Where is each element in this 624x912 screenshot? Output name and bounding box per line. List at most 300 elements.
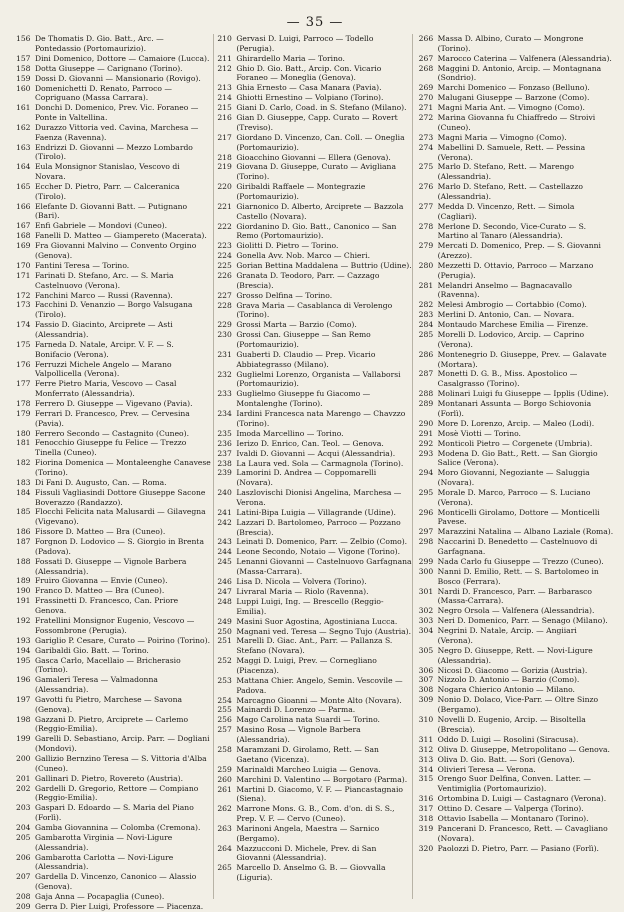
list-item [419, 616, 614, 626]
list-item [217, 696, 412, 706]
list-item [16, 261, 211, 271]
entry-text: Fratellini Monsignor Eugenio, Vescovo — Fossombrone (Perugia). [35, 616, 195, 635]
entry-number: 214 [217, 93, 232, 103]
entry-number: 221 [217, 201, 232, 211]
entry-text: Fenocchio Giuseppe fu Felice — Trezzo Tinella (Cuneo). [35, 438, 187, 458]
entry-text: Paolozzi D. Pietro, Parr. — Pasiano (Forlì). [437, 843, 599, 853]
entry-text: Monetti D. G. B., Miss. Apostolico — Casalgrasso (Torino). [437, 369, 578, 389]
entry-text: Gervasi D. Luigi, Parroco — Todello (Perugia). [236, 34, 374, 53]
entry-text: Granata D. Teodoro, Parr. — Cazzago (Brescia). [236, 271, 380, 290]
entry-text: Latini-Bipa Luigia — Villagrande (Udine). [236, 507, 396, 517]
entry-number: 294 [418, 468, 434, 478]
entry-number: 218 [217, 152, 232, 162]
entry-number: 158 [16, 63, 31, 73]
entry-text: Gioacchino Giovanni — Ellera (Genova). [236, 152, 391, 162]
entry-text: Donchi D. Domenico, Prev. Vic. Foraneo — Ponte in Valtellina. [35, 103, 199, 122]
entry-text: Garelli D. Sebastiano, Arcip. Parr. — Dogliani (Mondovi). [35, 734, 210, 754]
entry-number: 306 [418, 665, 434, 675]
list-item [16, 774, 211, 784]
entry-number: 239 [217, 468, 232, 478]
list-item [217, 113, 412, 133]
entry-number: 287 [418, 369, 434, 379]
list-item [16, 892, 211, 902]
entry-number: 309 [418, 695, 434, 705]
entry-text: Ottavio Isabella — Montanaro (Torino). [437, 814, 589, 823]
list-item [217, 153, 412, 163]
entry-text: Naccarini D. Benedetto — Castelnuovo di Garfagnana. [437, 537, 598, 556]
entry-number: 233 [217, 389, 232, 399]
entry-number: 237 [217, 448, 232, 458]
entry-text: Livraral Maria — Riolo (Ravenna). [236, 586, 369, 596]
entry-number: 244 [217, 547, 232, 557]
entry-text: Lamorini D. Andrea — Coppomarelli (Novara). [236, 468, 377, 488]
list-item [217, 617, 412, 627]
list-item [16, 872, 211, 892]
entry-number: 301 [418, 586, 434, 596]
entry-text: Dini Domenico, Dottore — Camaiore (Lucca). [35, 53, 210, 63]
entry-number: 268 [418, 63, 434, 73]
entry-text: Maggini D. Antonio, Arcip. — Montagnana (Sondrio). [437, 63, 602, 83]
entry-text: Marelli D. Giac. Ant., Parr. — Pallanza S. Stefano (Novara). [236, 636, 393, 656]
entry-text: Montaudo Marchese Emilia — Firenze. [437, 320, 589, 330]
entry-text: Grossi Marta — Barzio (Como). [236, 320, 357, 330]
entry-number: 168 [16, 231, 31, 241]
entry-text: Mago Carolina nata Suardi — Torino. [236, 715, 380, 725]
entry-text: Guglielmi Lorenzo, Organista — Vallaborsi (Portomaurizio). [236, 369, 401, 389]
entry-text: Franco D. Matteo — Bra (Cuneo). [35, 586, 165, 596]
list-item [419, 64, 614, 84]
list-item [16, 636, 211, 646]
entry-text: La Laura ved. Sola — Carmagnola (Torino). [236, 458, 404, 468]
entry-number: 189 [16, 576, 31, 586]
entry-text: Giordanino D. Gio. Batt., Canonico — San Remo (Portomaurizio). [236, 221, 397, 241]
list-item [16, 162, 211, 182]
entry-text: Grosso Delfina — Torino. [236, 290, 333, 300]
list-item [16, 823, 211, 833]
entry-number: 159 [16, 73, 31, 83]
entry-number: 169 [16, 241, 31, 251]
list-item [217, 449, 412, 459]
entry-number: 232 [217, 369, 232, 379]
entry-number: 308 [418, 685, 434, 695]
list-item [419, 814, 614, 824]
entry-text: Negro Orsola — Valfenera (Alessandria). [437, 606, 595, 616]
entry-number: 192 [16, 616, 31, 625]
entry-text: Endrizzi D. Giovanni — Mezzo Lombardo (Tirolo). [35, 142, 193, 162]
list-item [16, 527, 211, 537]
entry-text: Montenegrio D. Giuseppe, Prev. — Galavate (Mortara). [437, 349, 607, 369]
entry-text: Merlone D. Secondo, Vice-Curato — S. Martino al Tanaro (Alessandria). [437, 221, 587, 241]
list-item [16, 803, 211, 823]
entry-text: More D. Lorenzo, Arcip. — Maleo (Lodi). [437, 418, 595, 428]
entry-number: 190 [16, 586, 31, 596]
list-item [419, 804, 614, 814]
list-item [16, 754, 211, 774]
list-item [419, 281, 614, 301]
list-item [419, 765, 614, 775]
entry-number: 274 [418, 142, 434, 152]
list-item [16, 84, 211, 104]
list-item [217, 251, 412, 261]
list-item [16, 221, 211, 231]
entry-number: 246 [217, 577, 232, 586]
entry-number: 278 [418, 221, 434, 231]
entry-text: Lisa D. Nicola — Volvera (Torino). [236, 577, 367, 586]
entry-text: Marcagno Gioanni — Monte Alto (Novara). [236, 695, 402, 705]
entry-text: Mercati D. Domenico, Prep. — S. Giovanni (Arezzo). [437, 241, 601, 260]
entry-number: 176 [16, 359, 31, 369]
list-item [419, 666, 614, 676]
entry-text: Ierizo D. Enrico, Can. Teol. — Genova. [236, 438, 384, 448]
list-item [217, 597, 412, 617]
entry-number: 226 [217, 271, 232, 280]
entry-number: 227 [217, 290, 232, 300]
entry-text: Giolitti D. Pietro — Torino. [236, 241, 339, 251]
list-item [16, 231, 211, 241]
entry-text: Mabellini D. Samuele, Rett. — Pessina (Verona). [437, 142, 586, 162]
entry-text: Frassinetti D. Francesco, Can. Priore Genova. [35, 596, 179, 616]
entry-number: 170 [16, 260, 31, 270]
entry-text: Mazzucconi D. Michele, Prev. di San Giovanni (Alessandria). [236, 843, 377, 863]
entry-number: 250 [217, 626, 232, 636]
entry-number: 238 [217, 458, 232, 468]
entry-number: 216 [217, 113, 232, 123]
entry-number: 224 [217, 251, 232, 261]
entry-number: 297 [418, 527, 434, 537]
entry-number: 257 [217, 725, 232, 735]
list-item [16, 123, 211, 143]
list-item [419, 626, 614, 646]
list-item [217, 301, 412, 321]
entry-text: Marlo D. Stefano, Rett. — Marengo (Alessandria). [437, 162, 574, 182]
entry-text: Ghio D. Gio. Batt., Arcip. Con. Vicario Foraneo — Moneglia (Genova). [236, 63, 382, 83]
entry-number: 263 [217, 823, 232, 833]
list-item [217, 715, 412, 725]
list-item [16, 202, 211, 222]
entry-text: Gambarotta Virginia — Novi-Ligure (Alessandria). [35, 832, 173, 852]
entry-number: 173 [16, 300, 31, 310]
entry-text: Negrini D. Natale, Arcip. — Angiiari (Verona). [437, 626, 577, 645]
list-item [217, 636, 412, 656]
list-item [16, 34, 211, 54]
entry-text: Gavotti fu Pietro, Marchese — Savona (Genova). [35, 694, 183, 714]
column-2 [217, 34, 412, 896]
list-item [217, 863, 412, 883]
entry-number: 167 [16, 221, 31, 231]
list-item [16, 507, 211, 527]
list-item [217, 844, 412, 864]
entry-text: Luppi Luigi, Ing. — Brescello (Reggio-Emilia). [236, 596, 384, 616]
entry-text: Morale D. Marco, Parroco — S. Luciano (Verona). [437, 487, 591, 507]
list-item [217, 64, 412, 84]
entry-text: De Thomatis D. Gio. Batt., Arc. — Pontedassio (Portomaurizio). [35, 34, 164, 53]
entry-text: Leone Secondo, Notaio — Vigone (Torino). [236, 547, 401, 557]
entry-text: Molinari Luigi fu Giuseppe — Ipplis (Udine). [437, 389, 609, 399]
list-item [16, 438, 211, 458]
entry-text: Grossi Can. Giuseppe — San Remo (Portomaurizio). [236, 330, 371, 349]
entry-number: 259 [217, 764, 232, 774]
entry-number: 314 [418, 764, 434, 774]
list-item [16, 320, 211, 340]
entry-text: Ortombina D. Luigi — Castagnaro (Verona). [437, 794, 607, 804]
list-item [217, 93, 412, 103]
list-item [16, 340, 211, 360]
entry-number: 258 [217, 745, 232, 754]
entry-number: 186 [16, 527, 31, 537]
entry-text: Marinoni Angela, Maestra — Sarnico (Bergamo). [236, 823, 380, 843]
entry-number: 188 [16, 556, 31, 566]
list-item [217, 261, 412, 271]
entry-text: Nada Carlo fu Giuseppe — Trezzo (Cuneo). [437, 556, 604, 566]
list-item [419, 241, 614, 261]
entry-number: 299 [418, 556, 434, 566]
list-item [217, 656, 412, 676]
entry-number: 248 [217, 596, 232, 606]
list-item [217, 587, 412, 597]
entry-number: 211 [217, 53, 232, 63]
list-item [217, 804, 412, 824]
entry-number: 290 [418, 418, 434, 428]
entry-text: Eula Monsignor Stanislao, Vescovo di Novara. [35, 162, 180, 181]
entry-text: Marchi Domenico — Fonzaso (Belluno). [437, 83, 590, 93]
entry-text: Ferre Pietro Maria, Vescovo — Casal Monferrato (Alessandria). [35, 379, 177, 398]
list-item [419, 162, 614, 182]
list-item [16, 675, 211, 695]
list-item [217, 103, 412, 113]
entry-number: 179 [16, 408, 31, 418]
entry-text: Massa D. Albino, Curato — Mongrone (Torino). [437, 34, 584, 53]
entry-text: Gambarotta Carlotta — Novi-Ligure (Alessandria). [35, 852, 174, 872]
list-item [217, 241, 412, 251]
entry-text: Fassio D. Giacinto, Arciprete — Asti (Alessandria). [35, 320, 173, 339]
entry-number: 196 [16, 675, 31, 685]
column-divider [213, 34, 214, 899]
entry-number: 260 [217, 774, 232, 784]
entry-number: 293 [418, 448, 434, 458]
list-item [419, 330, 614, 350]
entry-number: 160 [16, 83, 31, 93]
entry-text: Orengo Suor Delfina, Conven. Latter. — Ventimiglia (Portomaurizio). [437, 774, 591, 794]
entry-text: Gorian Bettina Maddalena — Buttrio (Udine). [236, 261, 412, 271]
entry-text: Marcello D. Anselmo G. B. — Giovvalla (Liguria). [236, 863, 386, 883]
entry-text: Monticoli Pietro — Corgenete (Umbria). [437, 438, 593, 448]
entry-number: 199 [16, 734, 31, 744]
list-item [16, 656, 211, 676]
entry-text: Giarnonico D. Alberto, Arciprete — Bazzola Castello (Novara). [236, 201, 404, 221]
entry-number: 157 [16, 53, 31, 63]
entry-number: 276 [418, 182, 434, 192]
entry-text: Nardi D. Francesco, Parr. — Barbarasco (Massa-Carrara). [437, 586, 592, 606]
entry-text: Malugani Giuseppe — Barzone (Como). [437, 93, 590, 103]
entry-number: 187 [16, 537, 31, 547]
list-item [419, 695, 614, 715]
list-item [16, 557, 211, 577]
entry-number: 310 [418, 715, 434, 724]
list-item [419, 824, 614, 844]
entry-number: 253 [217, 675, 232, 685]
list-item [419, 202, 614, 222]
entry-number: 204 [16, 823, 31, 832]
entry-number: 280 [418, 260, 434, 270]
entry-text: Magni Maria — Vimogno (Como). [437, 132, 567, 142]
entry-text: Olivieri Teresa — Verona. [437, 764, 536, 774]
entry-text: Farinati D. Stefano, Arc. — S. Maria Castelnuovo (Verona). [35, 270, 174, 290]
list-item [217, 54, 412, 64]
entry-number: 305 [418, 645, 434, 655]
entry-number: 303 [418, 616, 434, 626]
entry-text: Ghirardello Maria — Torino. [236, 53, 345, 63]
entry-text: Melesi Ambrogio — Cortabbio (Como). [437, 300, 587, 310]
entry-number: 261 [217, 784, 232, 794]
entry-number: 164 [16, 162, 31, 172]
list-item [419, 675, 614, 685]
list-item [217, 202, 412, 222]
entry-number: 166 [16, 201, 31, 211]
list-item [16, 182, 211, 202]
list-item [419, 350, 614, 370]
column-1 [16, 34, 211, 911]
list-item [217, 824, 412, 844]
entry-number: 286 [418, 349, 434, 359]
entry-text: Gamba Giovannina — Colomba (Cremona). [35, 823, 201, 832]
entry-number: 208 [16, 892, 31, 901]
list-item [217, 429, 412, 439]
entry-text: Nicosi D. Giacomo — Gorizia (Austria). [437, 665, 588, 675]
entry-text: Gerra D. Pier Luigi, Professore — Piacenza. [35, 901, 204, 911]
entry-number: 254 [217, 695, 232, 705]
entry-number: 296 [418, 507, 434, 517]
list-item [217, 488, 412, 508]
entry-text: Oliva D. Giuseppe, Metropolitano — Genova. [437, 744, 610, 754]
entry-number: 174 [16, 320, 31, 330]
list-item [419, 261, 614, 281]
list-item [217, 627, 412, 637]
entry-text: Facchini D. Venanzio — Borgo Valsugana (Tirolo). [35, 300, 193, 320]
entry-number: 270 [418, 93, 434, 103]
list-item [16, 291, 211, 301]
list-item [16, 478, 211, 488]
list-item [419, 685, 614, 695]
entry-number: 291 [418, 428, 434, 438]
entry-text: Magni Maria Ant. — Vimogno (Como). [437, 103, 585, 113]
entry-number: 289 [418, 399, 434, 409]
list-item [16, 784, 211, 804]
entry-number: 171 [16, 270, 31, 280]
list-item [16, 74, 211, 84]
entry-text: Negro D. Giuseppe, Rett. — Novi-Ligure (Alessandria). [437, 645, 593, 665]
entry-text: Ferruzzi Michele Angelo — Marano Valpollicella (Verona). [35, 359, 172, 379]
entry-number: 201 [16, 773, 31, 783]
entry-number: 236 [217, 438, 232, 448]
entry-number: 271 [418, 103, 434, 113]
entry-number: 219 [217, 162, 232, 172]
entry-number: 230 [217, 330, 232, 340]
entry-number: 307 [418, 675, 434, 685]
entry-number: 205 [16, 832, 31, 842]
entry-text: Moro Giovanni, Negoziante — Saluggia (Novara). [437, 468, 590, 487]
entry-text: Giani D. Carlo, Coad. in S. Stefano (Milano). [236, 103, 407, 113]
entry-text: Ghiotti Ernestino — Volpiano (Torino). [236, 93, 384, 103]
list-item [419, 537, 614, 557]
entry-text: Marazzini Natalina — Albano Laziale (Roma). [437, 527, 614, 537]
entry-text: Gariglio P. Cesare, Curato — Poirino (Torino). [35, 635, 210, 645]
entry-text: Fiorina Domenica — Montaleenghe Canavese (Torino). [35, 458, 211, 477]
entry-number: 210 [217, 34, 232, 43]
entry-text: Fra Giovanni Malvino — Convento Orgino (Genova). [35, 241, 197, 260]
list-item [419, 182, 614, 202]
entry-text: Giordano D. Vincenzo, Can. Coll. — Oneglia (Portomaurizio). [236, 132, 405, 152]
entry-text: Masino Rosa — Vignole Barbera (Alessandria). [236, 725, 361, 745]
entry-text: Maramzani D. Girolamo, Rett. — San Gaetano (Vicenza). [236, 745, 379, 764]
list-item [419, 310, 614, 320]
entry-text: Dotta Giuseppe — Carignano (Torino). [35, 63, 183, 73]
entry-number: 316 [418, 794, 434, 804]
list-item [419, 468, 614, 488]
entry-number: 209 [16, 901, 31, 911]
entry-text: Mosè Viotti — Torino. [437, 428, 521, 438]
list-item [217, 320, 412, 330]
entry-text: Oddo D. Luigi — Rosolini (Siracusa). [437, 734, 579, 744]
entry-text: Masini Suor Agostina, Agostiniana Lucca. [236, 616, 398, 626]
list-item [217, 577, 412, 587]
list-item [419, 369, 614, 389]
list-item [16, 64, 211, 74]
list-item [419, 774, 614, 794]
list-item [16, 409, 211, 429]
entry-number: 241 [217, 507, 232, 517]
entry-number: 212 [217, 63, 232, 73]
entry-number: 243 [217, 537, 232, 547]
list-item [16, 596, 211, 616]
list-item [16, 103, 211, 123]
entry-text: Di Fani D. Augusto, Can. — Roma. [35, 477, 167, 487]
list-item [217, 547, 412, 557]
entry-text: Durazzo Vittoria ved. Cavina, Marchesa — Faenza (Ravenna). [35, 122, 199, 142]
entry-number: 229 [217, 320, 232, 330]
entry-text: Marrone Mons. G. B., Com. d'on. di S. S., Prep. V. F. — Cervo (Cuneo). [236, 804, 395, 823]
entry-number: 315 [418, 774, 434, 784]
list-item [217, 350, 412, 370]
entry-text: Magnani ved. Teresa — Segno Tujo (Austria). [236, 626, 412, 636]
entry-number: 320 [418, 843, 434, 853]
list-item [217, 557, 412, 577]
entry-number: 279 [418, 241, 434, 251]
list-item [419, 557, 614, 567]
entry-number: 206 [16, 852, 31, 862]
entry-number: 202 [16, 783, 31, 793]
entry-text: Merlini D. Antonio, Can. — Novara. [437, 310, 575, 320]
entry-number: 185 [16, 507, 31, 517]
list-item [217, 34, 412, 54]
list-item [217, 162, 412, 182]
entry-number: 262 [217, 804, 232, 814]
entry-text: Monticelli Girolamo, Dottore — Monticelli Pavese. [437, 507, 600, 527]
entry-text: Gonella Avv. Nob. Marco — Chieri. [236, 251, 371, 261]
entry-text: Modena D. Gio Batt., Rett. — San Giorgio Salice (Verona). [437, 448, 598, 468]
list-item [419, 113, 614, 133]
list-item [217, 775, 412, 785]
entry-number: 217 [217, 132, 232, 142]
entry-number: 207 [16, 872, 31, 882]
entry-text: Giovana D. Giuseppe, Curato — Avigliana (Torino). [236, 162, 396, 182]
entry-number: 200 [16, 754, 31, 763]
entry-text: Mezzetti D. Ottavio, Parroco — Marzano (Perugia). [437, 260, 594, 280]
entry-text: Farneda D. Natale, Arcipr. V. F. — S. Bonifacio (Verona). [35, 339, 174, 359]
entry-text: Imoda Marcellino — Torino. [236, 428, 344, 438]
list-item [217, 537, 412, 547]
list-item [419, 54, 614, 64]
list-item [419, 508, 614, 528]
